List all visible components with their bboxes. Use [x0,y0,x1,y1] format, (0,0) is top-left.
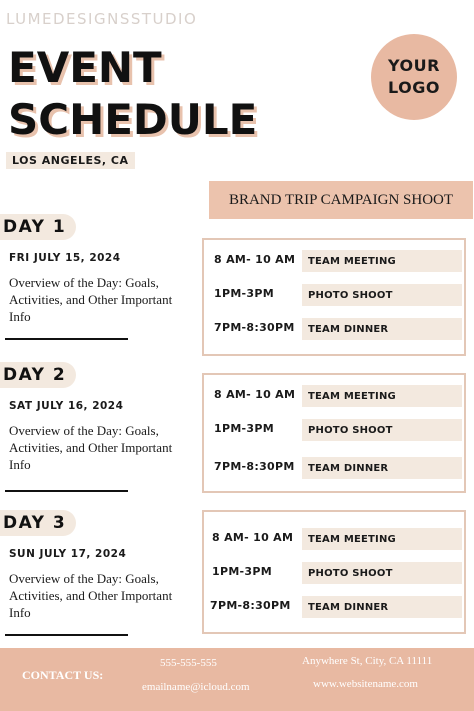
divider [5,490,128,492]
schedule-time: 8 AM- 10 AM [214,253,296,266]
schedule-time: 1PM-3PM [214,422,274,435]
schedule-time: 7PM-8:30PM [214,321,295,334]
day-date: SUN JULY 17, 2024 [9,548,127,560]
divider [5,338,128,340]
day-overview: Overview of the Day: Goals, Activities, and Other Important Info [9,275,173,324]
schedule-time: 8 AM- 10 AM [214,388,296,401]
schedule-time: 8 AM- 10 AM [212,531,294,544]
schedule-row [204,419,464,441]
schedule-row [204,596,464,618]
schedule-activity: TEAM MEETING [302,528,462,550]
campaign-banner: BRAND TRIP CAMPAIGN SHOOT [209,181,473,219]
day-date: SAT JULY 16, 2024 [9,400,124,412]
day-label: DAY 3 [0,510,76,536]
day-overview: Overview of the Day: Goals, Activities, and Other Important Info [9,571,173,620]
contact-label: CONTACT US: [22,668,104,682]
phone-number: 555-555-555 [160,657,217,669]
schedule-activity: TEAM DINNER [302,318,462,340]
location-badge: LOS ANGELES, CA [6,152,135,169]
logo-placeholder [371,34,457,120]
schedule-time: 7PM-8:30PM [210,599,291,612]
schedule-box-3 [202,510,466,634]
schedule-row [204,528,464,550]
day-label: DAY 2 [0,362,76,388]
schedule-activity: TEAM MEETING [302,385,462,407]
day-overview: Overview of the Day: Goals, Activities, and Other Important Info [9,423,173,472]
schedule-activity: TEAM MEETING [302,250,462,272]
website-link[interactable]: www.websitename.com [313,678,418,690]
contact-footer [0,648,474,711]
logo-text-line-2: LOGO [388,78,440,97]
schedule-row [204,318,464,340]
schedule-row [204,385,464,407]
schedule-time: 1PM-3PM [214,287,274,300]
schedule-box-2 [202,373,466,493]
schedule-activity: PHOTO SHOOT [302,284,462,306]
schedule-activity: TEAM DINNER [302,457,462,479]
schedule-row [204,284,464,306]
schedule-box-1 [202,238,466,356]
day-label: DAY 1 [0,214,76,240]
divider [5,634,128,636]
logo-text-line-1: YOUR [388,56,440,75]
schedule-row [204,562,464,584]
page-title-line-1: EVENT [8,43,162,92]
schedule-time: 1PM-3PM [212,565,272,578]
day-date: FRI JULY 15, 2024 [9,252,121,264]
address-text: Anywhere St, City, CA 11111 [302,655,433,667]
schedule-activity: TEAM DINNER [302,596,462,618]
page-title-line-2: SCHEDULE [8,95,258,144]
studio-name: LUMEDESIGNSSTUDIO [6,10,198,28]
schedule-activity: PHOTO SHOOT [302,419,462,441]
schedule-row [204,250,464,272]
schedule-row [204,457,464,479]
schedule-activity: PHOTO SHOOT [302,562,462,584]
email-link[interactable]: emailname@icloud.com [142,681,250,693]
schedule-time: 7PM-8:30PM [214,460,295,473]
